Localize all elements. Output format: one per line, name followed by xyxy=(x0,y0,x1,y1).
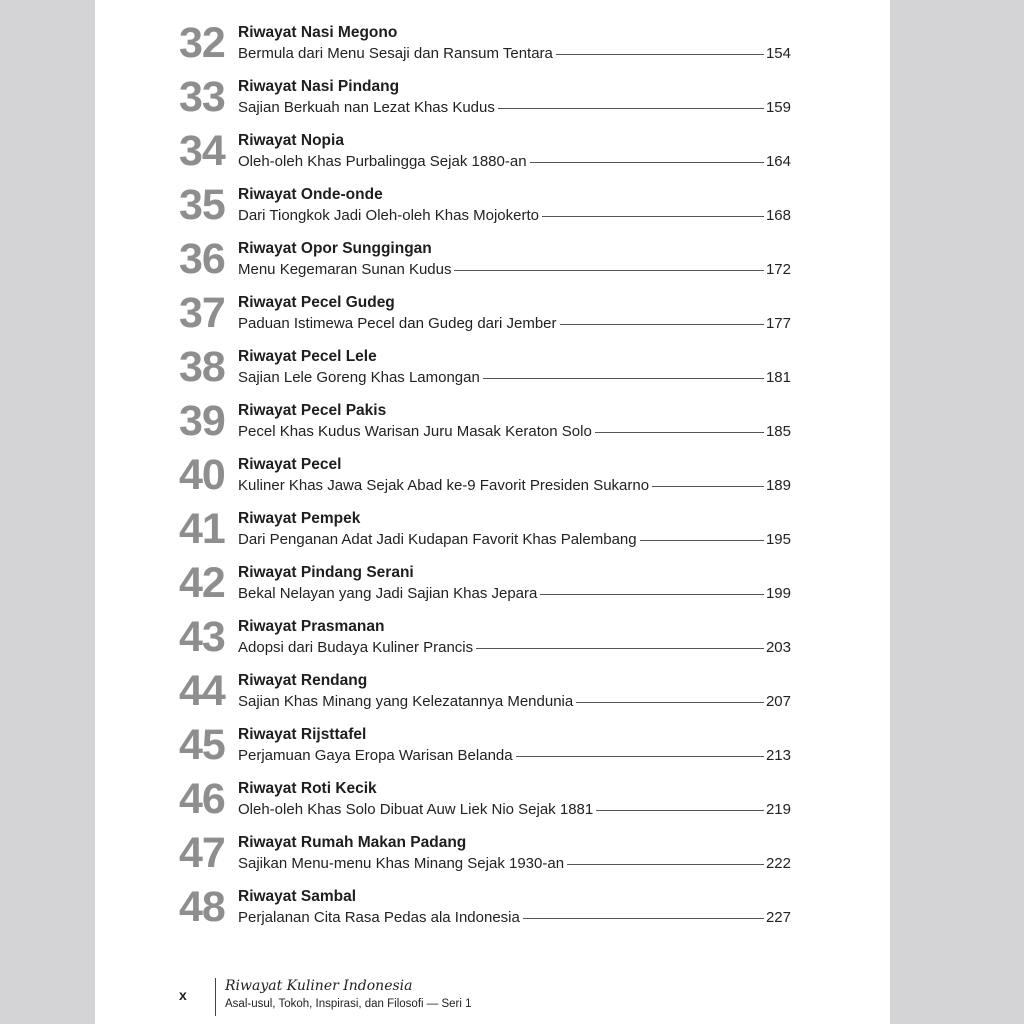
chapter-subtitle-line xyxy=(238,693,791,710)
chapter-number: 38 xyxy=(179,343,225,391)
chapter-number: 41 xyxy=(179,505,225,553)
chapter-subtitle-line xyxy=(238,909,791,926)
chapter-subtitle-line xyxy=(238,531,791,548)
chapter-subtitle-line xyxy=(238,315,791,332)
chapter-subtitle: Sajikan Menu-menu Khas Minang Sejak 1930-an xyxy=(238,855,565,872)
toc-entry xyxy=(95,344,890,398)
chapter-subtitle-line xyxy=(238,801,791,818)
chapter-number: 45 xyxy=(179,721,225,769)
book-subtitle: Asal-usul, Tokoh, Inspirasi, dan Filosofi — Seri 1 xyxy=(225,998,472,1010)
dot-leader xyxy=(560,324,764,325)
page-number: 203 xyxy=(765,639,791,656)
toc-entry xyxy=(95,236,890,290)
toc-entry xyxy=(95,560,890,614)
chapter-subtitle-line xyxy=(238,207,791,224)
chapter-subtitle: Adopsi dari Budaya Kuliner Prancis xyxy=(238,639,474,656)
page-number: 172 xyxy=(765,261,791,278)
toc-entry xyxy=(95,776,890,830)
chapter-number: 46 xyxy=(179,775,225,823)
footer-divider xyxy=(215,978,216,1016)
chapter-title: Riwayat Roti Kecik xyxy=(238,780,377,797)
page-footer xyxy=(179,978,679,1018)
toc-entry xyxy=(95,128,890,182)
dot-leader xyxy=(476,648,764,649)
toc-entry xyxy=(95,506,890,560)
chapter-title: Riwayat Pindang Serani xyxy=(238,564,414,581)
chapter-number: 43 xyxy=(179,613,225,661)
chapter-subtitle: Bekal Nelayan yang Jadi Sajian Khas Jepara xyxy=(238,585,538,602)
chapter-subtitle: Dari Tiongkok Jadi Oleh-oleh Khas Mojokerto xyxy=(238,207,539,224)
dot-leader xyxy=(576,702,764,703)
chapter-title: Riwayat Pecel Pakis xyxy=(238,402,387,419)
dot-leader xyxy=(540,594,764,595)
page-number: 219 xyxy=(765,801,791,818)
dot-leader xyxy=(596,810,764,811)
toc-entry xyxy=(95,74,890,128)
chapter-subtitle: Oleh-oleh Khas Solo Dibuat Auw Liek Nio Sejak 1881 xyxy=(238,801,594,818)
document-page xyxy=(95,0,890,1024)
toc-entry xyxy=(95,668,890,722)
chapter-title: Riwayat Rendang xyxy=(238,672,368,689)
chapter-number: 33 xyxy=(179,73,225,121)
chapter-subtitle-line xyxy=(238,369,791,386)
chapter-subtitle: Kuliner Khas Jawa Sejak Abad ke-9 Favorit Presiden Sukarno xyxy=(238,477,650,494)
dot-leader xyxy=(498,108,764,109)
chapter-subtitle: Menu Kegemaran Sunan Kudus xyxy=(238,261,452,278)
chapter-title: Riwayat Opor Sunggingan xyxy=(238,240,432,257)
chapter-number: 39 xyxy=(179,397,225,445)
chapter-subtitle-line xyxy=(238,639,791,656)
chapter-title: Riwayat Sambal xyxy=(238,888,357,905)
chapter-number: 44 xyxy=(179,667,225,715)
chapter-number: 48 xyxy=(179,883,225,931)
chapter-subtitle-line xyxy=(238,855,791,872)
chapter-subtitle: Sajian Khas Minang yang Kelezatannya Mendunia xyxy=(238,693,574,710)
chapter-number: 36 xyxy=(179,235,225,283)
chapter-number: 35 xyxy=(179,181,225,229)
chapter-subtitle-line xyxy=(238,99,791,116)
chapter-title: Riwayat Onde-onde xyxy=(238,186,383,203)
page-number: 222 xyxy=(765,855,791,872)
chapter-subtitle: Paduan Istimewa Pecel dan Gudeg dari Jember xyxy=(238,315,557,332)
toc-entry xyxy=(95,20,890,74)
toc-entry xyxy=(95,452,890,506)
chapter-title: Riwayat Pempek xyxy=(238,510,361,527)
chapter-number: 34 xyxy=(179,127,225,175)
chapter-number: 40 xyxy=(179,451,225,499)
chapter-subtitle-line xyxy=(238,261,791,278)
chapter-subtitle: Sajian Lele Goreng Khas Lamongan xyxy=(238,369,480,386)
chapter-subtitle: Perjalanan Cita Rasa Pedas ala Indonesia xyxy=(238,909,520,926)
dot-leader xyxy=(523,918,764,919)
toc-entry xyxy=(95,884,890,938)
page-number: 189 xyxy=(765,477,791,494)
page-number: 159 xyxy=(765,99,791,116)
chapter-number: 42 xyxy=(179,559,225,607)
chapter-subtitle-line xyxy=(238,585,791,602)
dot-leader xyxy=(640,540,764,541)
chapter-title: Riwayat Prasmanan xyxy=(238,618,385,635)
page-number-marker: x xyxy=(179,987,187,1003)
chapter-title: Riwayat Pecel Gudeg xyxy=(238,294,395,311)
toc-entry xyxy=(95,182,890,236)
chapter-subtitle: Sajian Berkuah nan Lezat Khas Kudus xyxy=(238,99,495,116)
page-number: 195 xyxy=(765,531,791,548)
chapter-subtitle-line xyxy=(238,423,791,440)
toc-entry xyxy=(95,398,890,452)
chapter-title: Riwayat Nasi Pindang xyxy=(238,78,400,95)
dot-leader xyxy=(652,486,764,487)
chapter-title: Riwayat Pecel Lele xyxy=(238,348,377,365)
page-number: 199 xyxy=(765,585,791,602)
chapter-subtitle-line xyxy=(238,477,791,494)
toc-entry xyxy=(95,722,890,776)
dot-leader xyxy=(567,864,764,865)
page-number: 181 xyxy=(765,369,791,386)
page-number: 168 xyxy=(765,207,791,224)
page-number: 154 xyxy=(765,45,791,62)
dot-leader xyxy=(516,756,764,757)
chapter-number: 32 xyxy=(179,19,225,67)
toc-entry xyxy=(95,614,890,668)
page-number: 177 xyxy=(765,315,791,332)
dot-leader xyxy=(530,162,764,163)
dot-leader xyxy=(556,54,764,55)
chapter-subtitle: Pecel Khas Kudus Warisan Juru Masak Keraton Solo xyxy=(238,423,592,440)
dot-leader xyxy=(454,270,763,271)
chapter-title: Riwayat Rijsttafel xyxy=(238,726,367,743)
dot-leader xyxy=(542,216,764,217)
chapter-title: Riwayat Nasi Megono xyxy=(238,24,398,41)
chapter-subtitle-line xyxy=(238,45,791,62)
chapter-subtitle: Dari Penganan Adat Jadi Kudapan Favorit Khas Palembang xyxy=(238,531,637,548)
chapter-subtitle: Bermula dari Menu Sesaji dan Ransum Tentara xyxy=(238,45,553,62)
dot-leader xyxy=(595,432,764,433)
toc-entry xyxy=(95,830,890,884)
chapter-subtitle: Perjamuan Gaya Eropa Warisan Belanda xyxy=(238,747,513,764)
chapter-subtitle: Oleh-oleh Khas Purbalingga Sejak 1880-an xyxy=(238,153,527,170)
book-title: Riwayat Kuliner Indonesia xyxy=(225,978,413,994)
page-number: 185 xyxy=(765,423,791,440)
page-number: 227 xyxy=(765,909,791,926)
chapter-number: 47 xyxy=(179,829,225,877)
dot-leader xyxy=(483,378,764,379)
page-number: 207 xyxy=(765,693,791,710)
chapter-title: Riwayat Pecel xyxy=(238,456,342,473)
chapter-number: 37 xyxy=(179,289,225,337)
chapter-subtitle-line xyxy=(238,747,791,764)
chapter-title: Riwayat Rumah Makan Padang xyxy=(238,834,467,851)
page-number: 213 xyxy=(765,747,791,764)
page-number: 164 xyxy=(765,153,791,170)
toc-entry xyxy=(95,290,890,344)
chapter-subtitle-line xyxy=(238,153,791,170)
chapter-title: Riwayat Nopia xyxy=(238,132,344,149)
